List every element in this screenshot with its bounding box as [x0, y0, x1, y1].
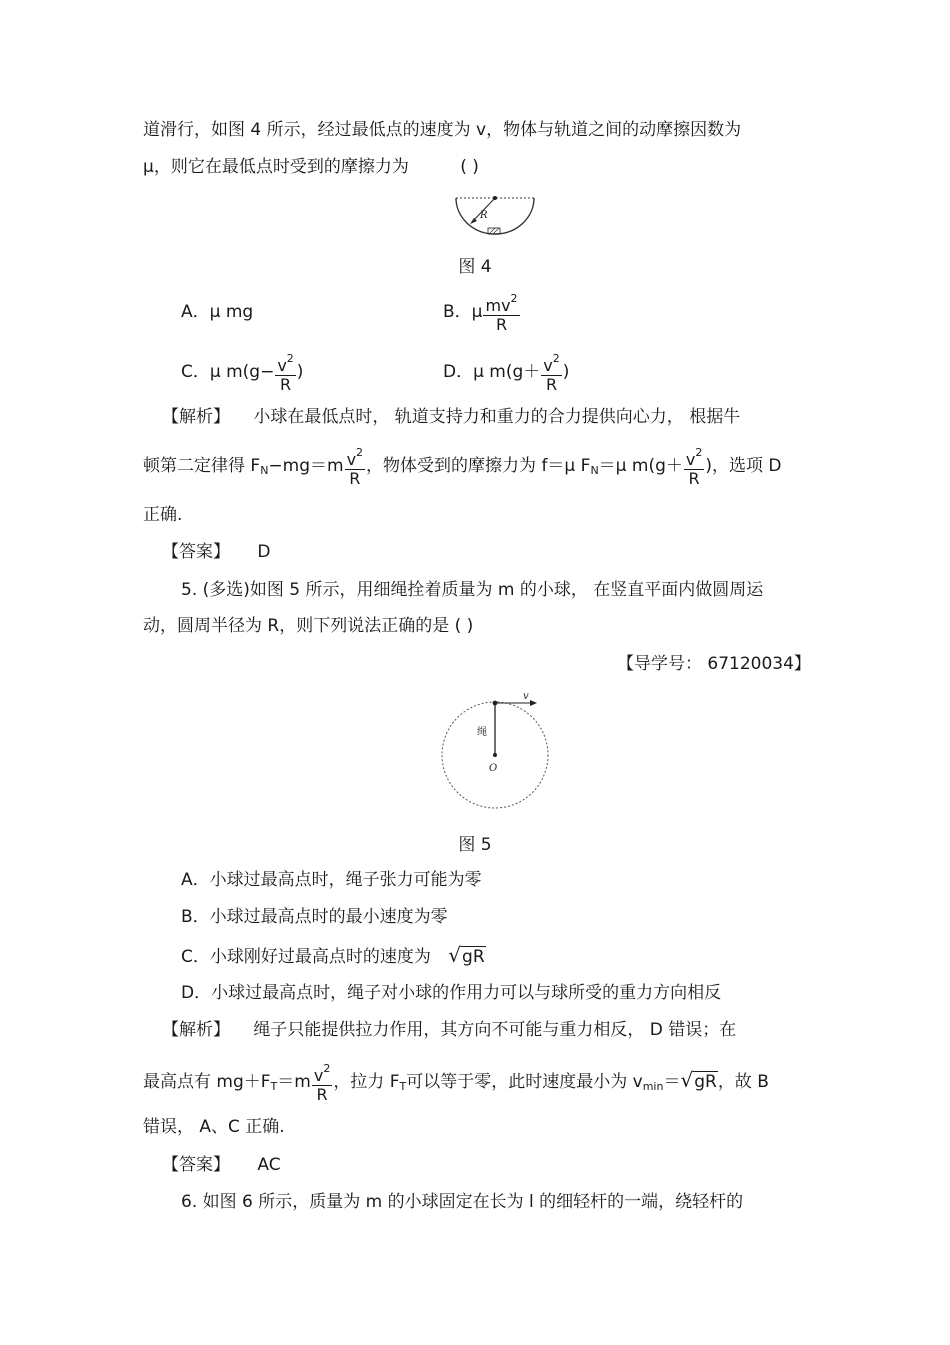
q4-analysis-line2	[143, 442, 781, 495]
q4-option-d-num: v	[543, 356, 553, 375]
figure-4-track	[456, 198, 534, 234]
figure-5-label-o: O	[489, 763, 498, 774]
q5-option-c-root: gR	[462, 947, 485, 967]
q4-option-d-prefix: D．μ m(g＋	[443, 362, 541, 382]
q4-line1: 道滑行，如图 4 所示，经过最低点的速度为 v，物体与轨道之间的动摩擦因数为	[143, 120, 742, 140]
q4-option-b-frac	[483, 290, 519, 334]
q5-analysis-sqrt: √gR	[680, 1068, 717, 1092]
q4-option-a: A．μ mg	[181, 302, 254, 322]
q5-analysis-2e: ＝	[663, 1072, 681, 1092]
q4-option-d-den: R	[541, 375, 561, 394]
q4-analysis-2e: )，选项 D	[705, 456, 782, 476]
q4-analysis-line3: 正确.	[143, 505, 183, 525]
q4-analysis-text1: 小球在最低点时， 轨道支持力和重力的合力提供向心力， 根据牛	[253, 407, 741, 427]
q5-option-c-sqrt: √gR	[448, 943, 485, 967]
q5-answer	[162, 1154, 281, 1176]
q5-analysis-frac	[312, 1060, 332, 1104]
q4-analysis-frac2	[684, 444, 704, 488]
q5-option-b: B．小球过最高点时的最小速度为零	[181, 907, 448, 927]
q4-analysis-2d: ＝μ m(g＋	[598, 456, 683, 476]
q6-line1: 6. 如图 6 所示，质量为 m 的小球固定在长为 l 的细轻杆的一端，绕轻杆的	[181, 1192, 744, 1212]
q5-analysis-sub-t: T	[270, 1080, 278, 1093]
q5-line2: 动，圆周半径为 R，则下列说法正确的是 ( )	[143, 616, 474, 636]
q4-option-d	[443, 348, 569, 396]
q4-analysis-frac1	[345, 444, 365, 488]
q5-answer-value: AC	[257, 1155, 281, 1175]
q4-option-b-prefix: B．μ	[443, 302, 483, 322]
q5-analysis-line1	[162, 1019, 736, 1041]
q4-analysis-frac2-sq: 2	[695, 446, 703, 459]
figure-5-label-v: v	[523, 691, 529, 702]
q4-option-d-frac	[541, 350, 561, 394]
q5-analysis-sub-min: min	[642, 1080, 664, 1093]
q5-analysis-tag: 【解析】	[162, 1020, 230, 1040]
q4-option-d-sq: 2	[552, 352, 560, 365]
figure-4-radius-arrow	[470, 218, 477, 224]
q5-analysis-root: gR	[694, 1072, 717, 1092]
q4-option-b	[443, 288, 521, 336]
figure-4	[450, 190, 540, 242]
q4-analysis-frac1-sq: 2	[356, 446, 364, 459]
q5-analysis-line3: 错误， A、C 正确.	[143, 1117, 285, 1137]
q5-analysis-frac-sq: 2	[323, 1062, 331, 1075]
q4-analysis-frac2-den: R	[684, 469, 704, 488]
q4-analysis-tag: 【解析】	[162, 407, 230, 427]
q4-line2	[143, 156, 479, 178]
q4-analysis-2a: 顿第二定律得 F	[143, 456, 261, 476]
q4-option-c	[181, 348, 303, 396]
q4-option-c-sq: 2	[286, 352, 294, 365]
q4-option-c-den: R	[275, 375, 295, 394]
figure-4-label-R: R	[480, 210, 488, 221]
q4-option-c-prefix: C．μ m(g−	[181, 362, 275, 382]
figure-5-caption: 图 5	[458, 835, 492, 855]
figure-5-center-o	[493, 753, 497, 757]
q5-analysis-2f: ，故 B	[717, 1072, 769, 1092]
q4-analysis-sub-n2: N	[590, 464, 599, 477]
figure-5	[435, 688, 555, 814]
q5-answer-tag: 【答案】	[162, 1155, 230, 1175]
q4-analysis-2b: −mg＝m	[268, 456, 344, 476]
figure-5-label-rope: 绳	[477, 727, 487, 738]
q4-option-b-sq: 2	[510, 292, 518, 305]
q5-analysis-text1: 绳子只能提供拉力作用，其方向不可能与重力相反， D 错误；在	[253, 1020, 737, 1040]
q4-analysis-frac2-num: v	[685, 450, 696, 469]
q5-analysis-sub-t2: T	[399, 1080, 407, 1093]
q4-option-d-suffix: )	[562, 362, 570, 382]
q4-option-c-suffix: )	[296, 362, 304, 382]
q5-analysis-frac-num: v	[313, 1066, 324, 1085]
q5-analysis-2d: 可以等于零，此时速度最小为 v	[406, 1072, 643, 1092]
q5-analysis-line2	[143, 1056, 769, 1111]
q4-analysis-2c: ，物体受到的摩擦力为 f＝μ F	[366, 456, 591, 476]
q5-option-c-prefix: C．小球刚好过最高点时的速度为	[181, 947, 431, 967]
q4-option-b-den: R	[483, 315, 519, 334]
q5-analysis-2a: 最高点有 mg＋F	[143, 1072, 271, 1092]
q4-paren: ( )	[460, 157, 479, 177]
q4-option-c-frac	[275, 350, 295, 394]
q4-answer-value: D	[257, 542, 271, 562]
q4-answer	[162, 541, 271, 563]
q5-analysis-frac-den: R	[312, 1085, 332, 1104]
q5-option-a: A．小球过最高点时，绳子张力可能为零	[181, 870, 482, 890]
q5-analysis-2b: ＝m	[277, 1072, 311, 1092]
q4-option-b-num: mv	[485, 296, 511, 315]
q5-guide-number: 【导学号： 67120034】	[617, 654, 811, 674]
q4-analysis-frac1-num: v	[346, 450, 357, 469]
q4-answer-tag: 【答案】	[162, 542, 230, 562]
figure-4-caption: 图 4	[458, 257, 492, 277]
q5-line1: 5. (多选)如图 5 所示，用细绳拴着质量为 m 的小球， 在竖直平面内做圆周运	[181, 580, 764, 600]
q5-option-d: D．小球过最高点时，绳子对小球的作用力可以与球所受的重力方向相反	[181, 983, 722, 1003]
q5-option-c	[181, 944, 486, 968]
q4-line2-text: μ，则它在最低点时受到的摩擦力为	[143, 157, 409, 177]
q4-option-c-num: v	[277, 356, 287, 375]
q4-analysis-line1	[162, 406, 740, 428]
q5-analysis-2c: ，拉力 F	[333, 1072, 400, 1092]
figure-5-velocity-arrow	[530, 700, 537, 706]
q4-analysis-frac1-den: R	[345, 469, 365, 488]
q4-analysis-sub-n: N	[260, 464, 269, 477]
